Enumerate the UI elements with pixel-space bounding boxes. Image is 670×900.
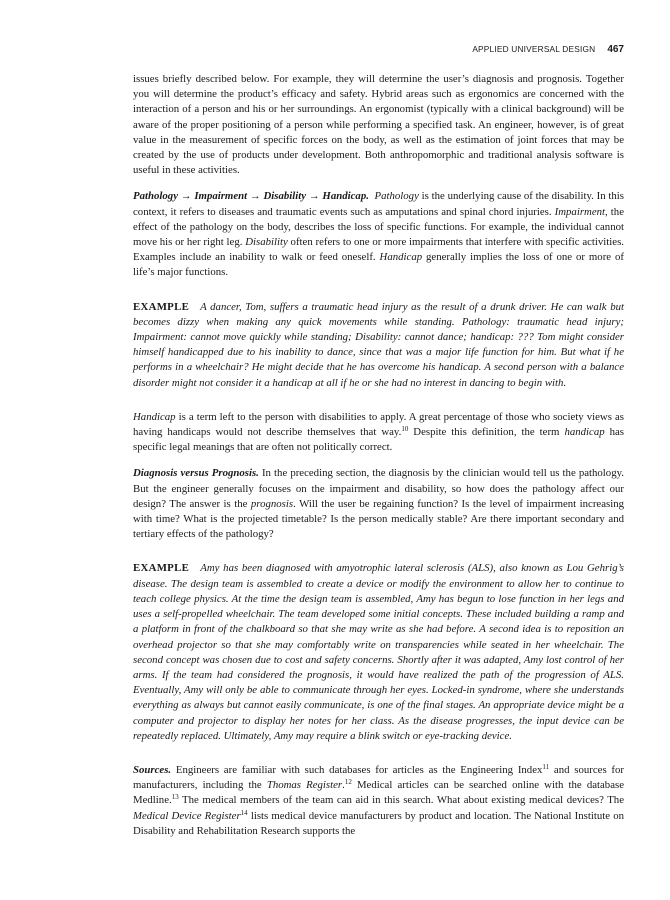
text-span: Despite this definition, the term: [408, 426, 565, 439]
example-label: EXAMPLE: [133, 562, 190, 575]
text-span: Medical articles can be searched online with the database Medline.: [133, 779, 624, 807]
section-heading-pathology: Pathology → Impairment → Disability → Handicap.: [133, 190, 369, 203]
term-handicap: Handicap: [379, 251, 423, 264]
paragraph-sources: [133, 763, 624, 839]
page-number: 467: [607, 44, 624, 55]
footnote-ref-12: 12: [344, 778, 352, 787]
title-medical-device-register: Medical Device Register: [133, 809, 241, 822]
title-thomas-register: Thomas Register: [266, 779, 343, 792]
text-span: The medical members of the team can aid in this search. What about existing medical devices? The: [178, 794, 624, 807]
footnote-ref-11: 11: [542, 762, 550, 771]
text-span: often refers to one or more impairments that interfere with specific activities. Examples include an inability to walk or feed oneself.: [133, 236, 624, 264]
text-span: has specific legal meanings that are often not politically correct.: [133, 426, 624, 454]
text-span: , the effect of the pathology on the body, describes the loss of specific functions. For example, the individual cannot move his or her right leg.: [133, 205, 624, 249]
term-disability: Disability: [245, 236, 288, 249]
paragraph-intro: issues briefly described below. For example, they will determine the user’s diagnosis and prognosis. Together you will determine the product’s efficacy and safety. Hybrid areas such as ergonomics are concerned with the interaction of a person and his or her surroundings. An ergonomist (typically with a clinical background) will be aware of the proper positioning of a person while performing a specified task. An engineer, however, is of great value in the measurement of specific forces on the body, as well as the estimation of joint forces that may be created by the use of products under development. Both anthropomorphic and traditional analysis software is useful in these activities.: [133, 73, 624, 177]
text-span: is the underlying cause of the disability. In this context, it refers to diseases and traumatic events such as amputations and spinal chord injuries.: [133, 190, 624, 218]
running-header: [133, 44, 624, 60]
section-heading-sources: Sources.: [133, 763, 172, 776]
text-span: . Will the user be regaining function? Is the level of impairment increasing with time? What is the projected timetable? Is the person medically stable? Are there important secondary and tertiary effects of the pathology?: [133, 497, 624, 541]
example-label: EXAMPLE: [133, 300, 190, 313]
paragraph-diagnosis: [133, 466, 624, 542]
paragraph-handicap-term: [133, 410, 624, 456]
text-span: and sources for manufacturers, including the: [133, 763, 624, 792]
term-impairment: Impairment: [554, 205, 606, 218]
example-amy: [133, 561, 624, 743]
example-text: A dancer, Tom, suffers a traumatic head injury as the result of a drunk driver. He can walk but becomes dizzy when making any quick movements while standing. Pathology: traumatic head injury; Impairment: cannot move quickly while standing; Disability: cannot dance; handicap: ??? Tom might consider himself handicapped due to his inability to dance, since that was a major life function for him. But what if he performs in a wheelchair? He might decide that he has overcome his handicap. A second person with a balance disorder might not consider it a handicap at all if he or she had no interest in dancing to begin with.: [133, 300, 624, 389]
running-title: APPLIED UNIVERSAL DESIGN: [472, 44, 596, 54]
text-span: generally implies the loss of one or more of life’s major functions.: [133, 251, 624, 279]
text-span: lists medical device manufacturers by product and location. The National Institute on Disability and Rehabilitation Research supports the: [133, 809, 624, 837]
text-span: .: [342, 779, 345, 792]
text-span: Engineers are familiar with such databases for articles as the Engineering Index: [171, 763, 543, 776]
example-dancer: [133, 300, 624, 391]
example-text: Amy has been diagnosed with amyotrophic lateral sclerosis (ALS), also known as Lou Gehrig’s disease. The design team is assembled to create a device or modify the environment to allow her to continue to teach college physics. At the time the design team is assembled, Amy has begun to lose function in her legs and uses a self-propelled wheelchair. The team developed some initial concepts. These included building a ramp and a platform in front of the chalkboard so that she may write as she had before. A second idea is to reposition an overhead projector so that she may comfortably write on transparencies while seated in her wheelchair. The second concept was chosen due to cost and safety concerns. Shortly after it was adapted, Amy lost control of her arms. If the team had considered the prognosis, it would have realized the path of the progression of ALS. Eventually, Amy will only be able to communicate through her eyes. Locked-in syndrome, where she understands everything as always but cannot easily communicate, is one of the final stages. An appropriate device might be a computer and projector to display her notes for her class. As the disease progresses, the input device can be repeatedly replaced. Ultimately, Amy may require a blink switch or eye-tracking device.: [133, 562, 624, 742]
text-span: is a term left to the person with disabilities to apply. A great percentage of those who society views as having handicaps would not describe themselves that way.: [133, 410, 624, 439]
footnote-ref-13: 13: [171, 793, 179, 802]
term-handicap: Handicap: [133, 410, 176, 423]
text-span: In the preceding section, the diagnosis by the clinician would tell us the pathology. But the engineer generally focuses on the impairment and disability, so how does the pathology affect our design? The answer is the: [133, 467, 625, 510]
section-heading-diagnosis: Diagnosis versus Prognosis.: [133, 467, 259, 480]
page-body: [133, 72, 624, 839]
footnote-ref-10: 10: [401, 425, 409, 434]
term-handicap: handicap: [564, 426, 605, 439]
footnote-ref-14: 14: [240, 808, 248, 817]
term-prognosis: prognosis: [250, 497, 294, 510]
paragraph-pathology: [133, 189, 624, 280]
term-pathology: Pathology: [374, 190, 419, 203]
